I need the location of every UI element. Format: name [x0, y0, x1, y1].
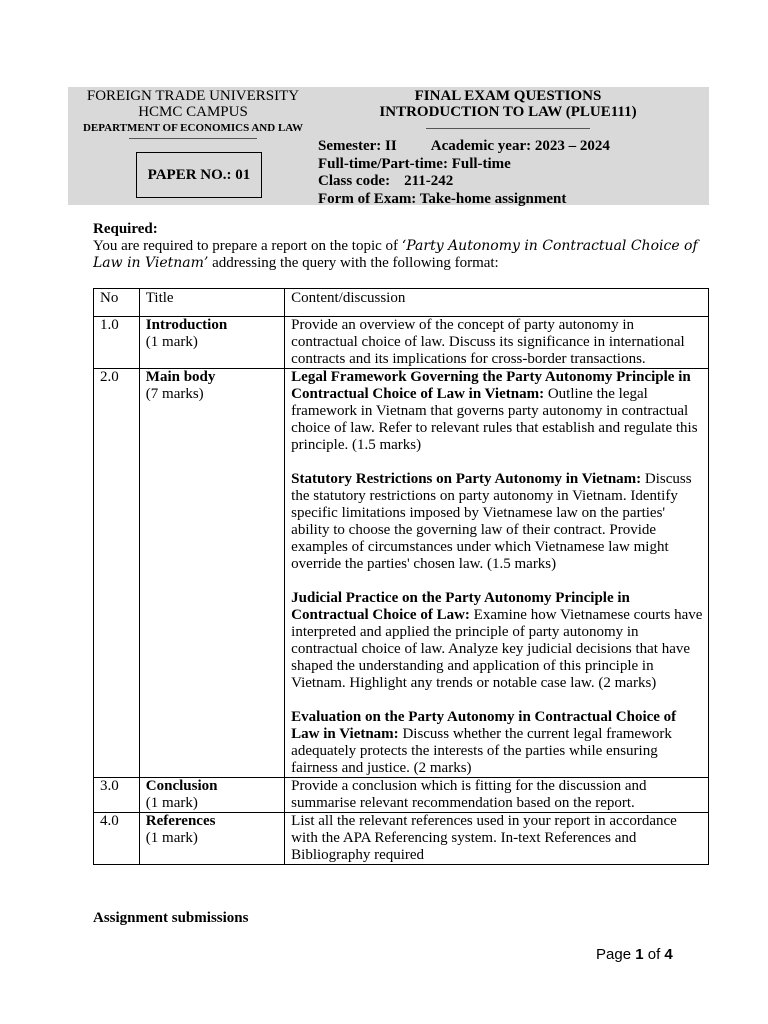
table-row: [94, 778, 709, 813]
page-of: of: [647, 946, 661, 963]
row-title-cell: [139, 317, 284, 369]
academic-year: Academic year: 2023 – 2024: [430, 138, 610, 154]
row-title: Conclusion: [145, 778, 218, 794]
row-marks: (7 marks): [145, 386, 204, 402]
section-text: Outline the legal framework in Vietnam that governs party autonomy in contractual choice of law. Refer to relevant rules that establish and regulate this principle. (1.5 marks): [291, 386, 698, 453]
page-total: 4: [664, 946, 673, 963]
page-indicator: [596, 946, 673, 963]
header-no: No: [94, 289, 140, 317]
required-intro: You are required to prepare a report on the topic of: [93, 238, 399, 254]
required-label: Required:: [93, 221, 158, 237]
row-content: Provide an overview of the concept of party autonomy in contractual choice of law. Discuss its significance in international contracts and its implications for cross-border transactions.: [285, 317, 709, 369]
section-legal-framework: [291, 369, 704, 454]
table-row: [94, 369, 709, 778]
campus-name: HCMC CAMPUS: [138, 104, 248, 120]
study-mode: Full-time/Part-time: Full-time: [318, 155, 511, 172]
course-title: INTRODUCTION TO LAW (PLUE111): [379, 104, 637, 120]
section-heading: Evaluation on the Party Autonomy in Contractual Choice of Law in Vietnam:: [291, 709, 677, 742]
semester-line: [318, 138, 708, 156]
section-evaluation: [291, 709, 704, 777]
class-code-label: Class code:: [318, 173, 391, 189]
university-name: FOREIGN TRADE UNIVERSITY: [86, 88, 300, 104]
exam-title-block: [318, 88, 698, 129]
page-prefix: Page: [596, 946, 632, 963]
row-marks: (1 mark): [145, 334, 198, 350]
row-marks: (1 mark): [145, 795, 198, 811]
row-content: Provide a conclusion which is fitting for the discussion and summarise relevant recommendation based on the report.: [285, 778, 709, 813]
row-title-cell: [139, 369, 284, 778]
required-section: [93, 221, 713, 272]
section-text: Discuss the statutory restrictions on party autonomy in Vietnam. Identify specific limitations imposed by Vietnamese law on the parties' ability to choose the governing law of their contract. Provide examples of circumstances under which Vietnamese law might override the parties' chosen law. (1.5 marks): [291, 471, 692, 572]
row-number: 1.0: [94, 317, 140, 369]
assignment-table: [93, 288, 709, 865]
required-tail: addressing the query with the following format:: [212, 255, 499, 271]
section-heading: Statutory Restrictions on Party Autonomy in Vietnam:: [291, 471, 642, 487]
department-name: DEPARTMENT OF ECONOMICS AND LAW: [82, 122, 304, 134]
header-content: Content/discussion: [285, 289, 709, 317]
exam-info-block: [318, 138, 708, 208]
section-statutory-restrictions: [291, 471, 704, 573]
section-heading: Judicial Practice on the Party Autonomy Principle in Contractual Choice of Law:: [291, 590, 630, 623]
main-body-content: [285, 369, 709, 778]
section-judicial-practice: [291, 590, 704, 692]
row-title-cell: [139, 778, 284, 813]
semester: Semester: II: [318, 138, 397, 154]
university-block: [68, 88, 318, 139]
exam-divider: [426, 128, 590, 129]
row-title: Introduction: [145, 317, 228, 333]
university-divider: [129, 138, 257, 139]
section-heading: Legal Framework Governing the Party Autonomy Principle in Contractual Choice of Law in Vietnam:: [291, 369, 691, 402]
class-code-line: [318, 173, 708, 191]
row-number: 2.0: [94, 369, 140, 778]
table-row: [94, 813, 709, 865]
row-number: 4.0: [94, 813, 140, 865]
row-title: Main body: [145, 369, 216, 385]
row-title: References: [145, 813, 216, 829]
class-code: 211-242: [404, 173, 454, 189]
report-topic: ‘Party Autonomy in Contractual Choice of Law in Vietnam’: [93, 238, 698, 271]
row-number: 3.0: [94, 778, 140, 813]
section-text: Discuss whether the current legal framework adequately protects the interests of the parties while ensuring fairness and justice. (2 marks): [291, 726, 672, 776]
assignment-submissions-heading: Assignment submissions: [93, 910, 249, 926]
paper-number-box: [136, 152, 262, 198]
header-title: Title: [139, 289, 284, 317]
section-text: Examine how Vietnamese courts have interpreted and applied the principle of party autonomy in contractual choice of law. Analyze key judicial decisions that have shaped the understanding and application of this principle in Vietnam. Highlight any trends or notable case law. (2 marks): [291, 607, 703, 691]
form-of-exam: Form of Exam: Take-home assignment: [318, 190, 567, 207]
paper-number: PAPER NO.: 01: [147, 166, 251, 183]
exam-title: FINAL EXAM QUESTIONS: [414, 88, 602, 104]
row-title-cell: [139, 813, 284, 865]
row-marks: (1 mark): [145, 830, 198, 846]
required-text: [93, 238, 713, 272]
row-content: List all the relevant references used in your report in accordance with the APA Referencing system. In-text References and Bibliography required: [285, 813, 709, 865]
table-header-row: [94, 289, 709, 317]
page-current: 1: [635, 946, 644, 963]
table-row: [94, 317, 709, 369]
